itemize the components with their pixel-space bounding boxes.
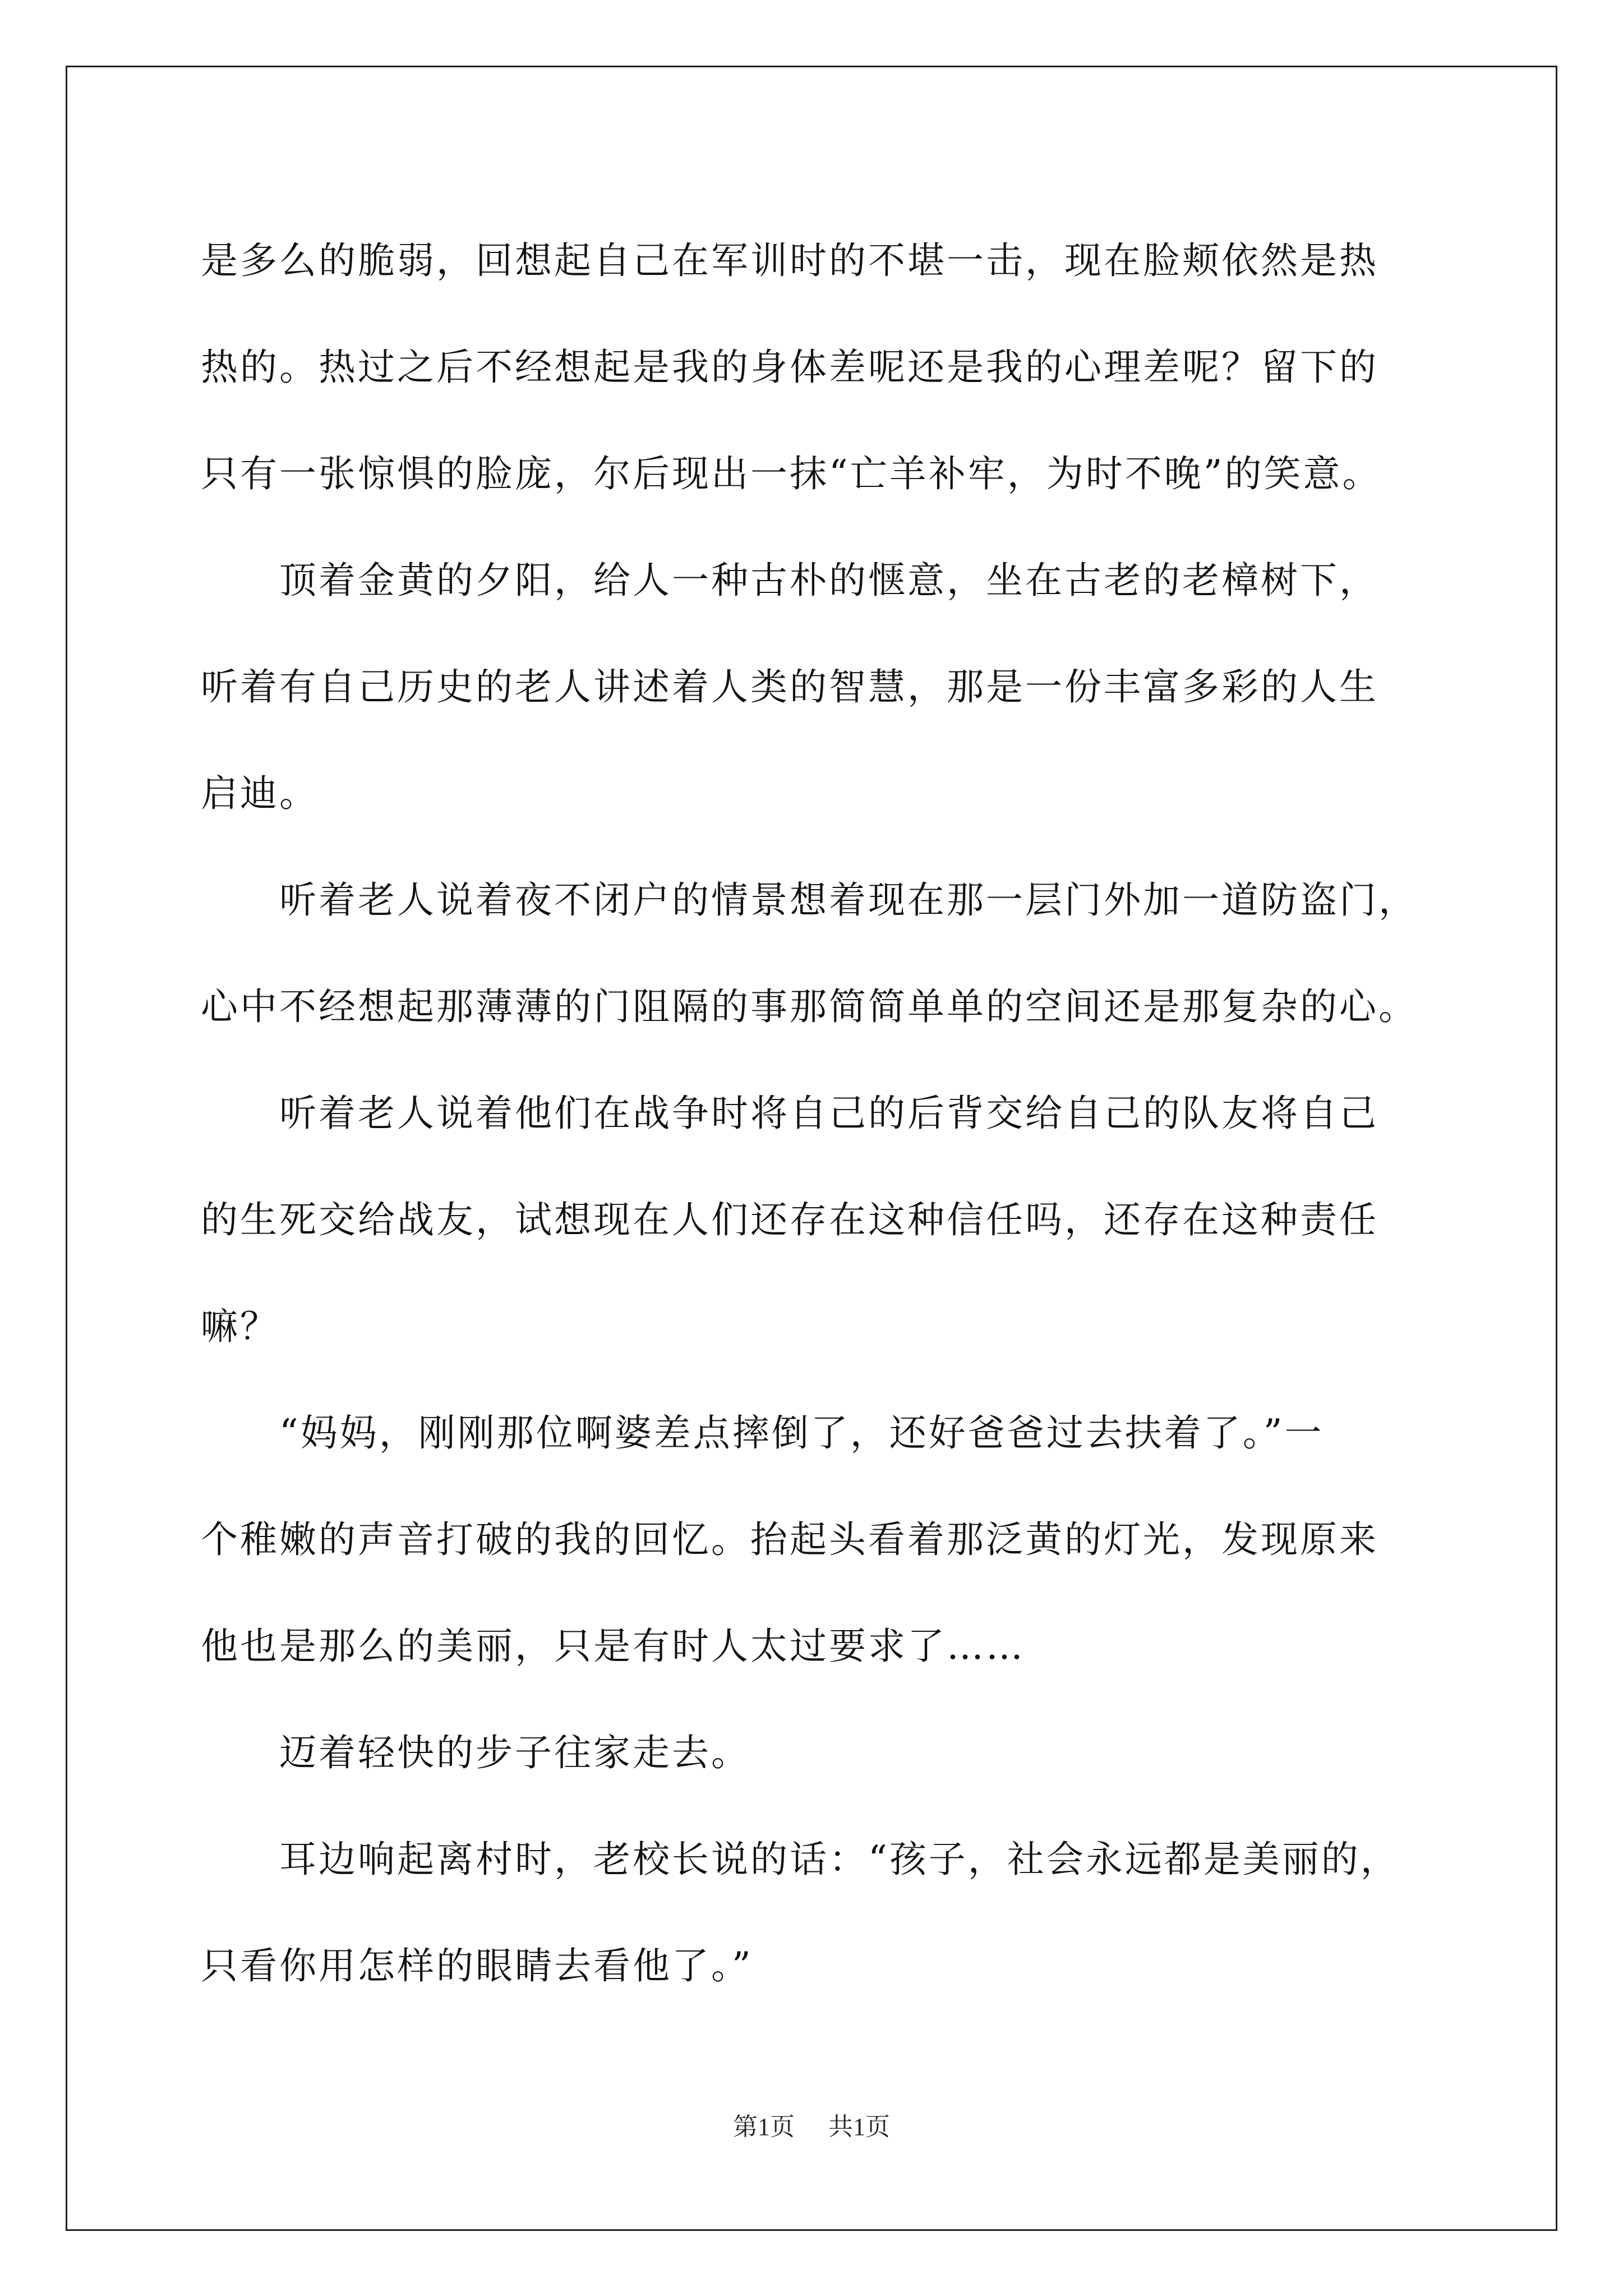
text-line: 启迪。 (201, 772, 319, 815)
text-line: 热的。热过之后不经想起是我的身体差呢还是我的心理差呢？留下的 (201, 346, 1378, 389)
paragraph (201, 847, 1435, 1060)
page-total: 共1页 (828, 2113, 890, 2141)
text-line: 个稚嫩的声音打破的我的回忆。抬起头看着那泛黄的灯光，发现原来 (201, 1518, 1378, 1561)
text-line: 嘛？ (201, 1305, 279, 1348)
text-line: 只看你用怎样的眼睛去看他了。” (201, 1944, 753, 1987)
page-number: 第1页 (733, 2113, 795, 2141)
page-footer (0, 2106, 1623, 2142)
text-line: 他也是那么的美丽，只是有时人太过要求了…… (201, 1625, 1025, 1668)
text-line: “妈妈，刚刚那位啊婆差点摔倒了，还好爸爸过去扶着了。”一 (279, 1411, 1324, 1455)
text-line: 的生死交给战友，试想现在人们还存在这种信任吗，还存在这种责任 (201, 1198, 1378, 1241)
paragraph (201, 1806, 1435, 2019)
text-line: 心中不经想起那薄薄的门阻隔的事那简简单单的空间还是那复杂的心。 (201, 985, 1418, 1028)
paragraph (201, 1700, 1435, 1806)
paragraph (201, 1380, 1435, 1700)
text-line: 听着老人说着他们在战争时将自己的后背交给自己的队友将自己 (279, 1092, 1378, 1135)
text-line: 只有一张惊惧的脸庞，尔后现出一抹“亡羊补牢，为时不晚”的笑意。 (201, 452, 1382, 495)
text-line: 听着有自己历史的老人讲述着人类的智慧，那是一份丰富多彩的人生 (201, 665, 1378, 708)
text-line: 耳边响起离村时，老校长说的话：“孩子，社会永远都是美丽的， (279, 1838, 1400, 1881)
text-line: 是多么的脆弱，回想起自己在军训时的不堪一击，现在脸颊依然是热 (201, 239, 1378, 282)
text-line: 迈着轻快的步子往家走去。 (279, 1731, 750, 1774)
text-line: 听着老人说着夜不闭户的情景想着现在那一层门外加一道防盗门， (279, 878, 1418, 922)
document-body (201, 208, 1435, 2019)
paragraph (201, 527, 1435, 847)
text-line: 顶着金黄的夕阳，给人一种古朴的惬意，坐在古老的老樟树下， (279, 559, 1378, 602)
paragraph (201, 208, 1435, 527)
paragraph (201, 1060, 1435, 1380)
